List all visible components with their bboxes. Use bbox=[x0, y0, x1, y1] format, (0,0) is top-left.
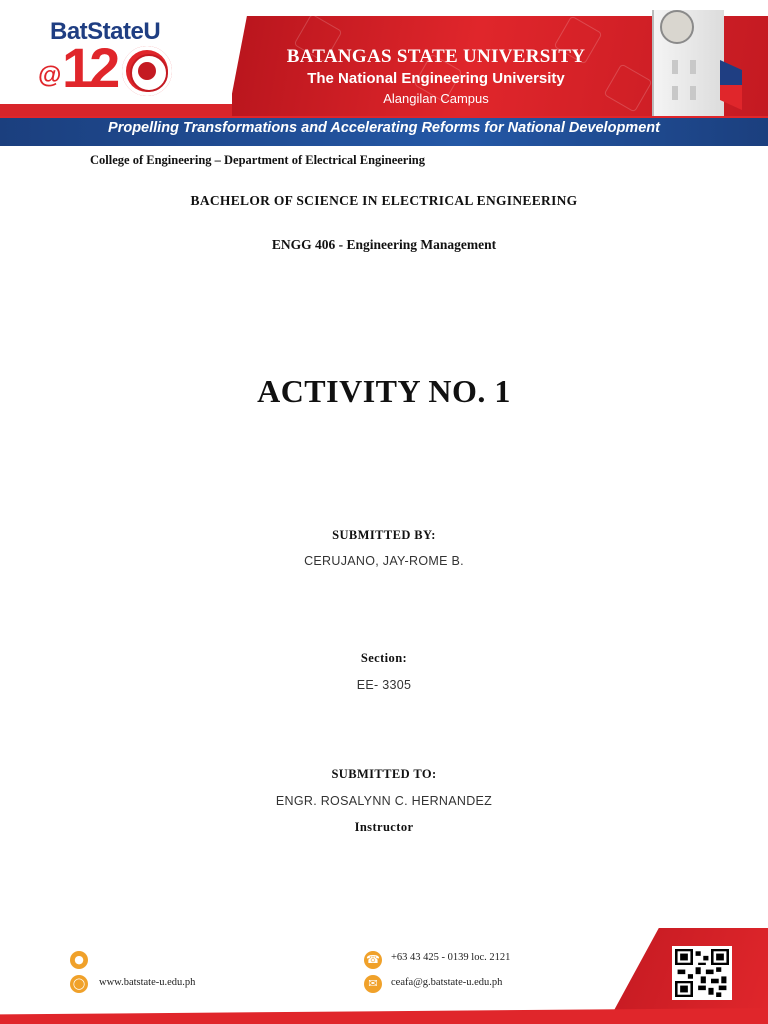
program-title: BACHELOR OF SCIENCE IN ELECTRICAL ENGINEERING bbox=[190, 193, 578, 208]
activity-title: ACTIVITY NO. 1 bbox=[257, 373, 511, 409]
phone-icon: ☎ bbox=[364, 951, 382, 969]
seal-center bbox=[138, 62, 156, 80]
university-name: BATANGAS STATE UNIVERSITY bbox=[286, 46, 586, 67]
submitted-by-label: SUBMITTED BY: bbox=[332, 528, 436, 542]
section-label: Section: bbox=[360, 651, 408, 665]
location-icon: ● bbox=[70, 951, 88, 969]
section-value: EE- 3305 bbox=[356, 678, 412, 692]
footer-email[interactable]: ceafa@g.batstate-u.edu.ph bbox=[391, 977, 503, 988]
building-window bbox=[690, 86, 696, 100]
submitted-by-value: CERUJANO, JAY-ROME B. bbox=[304, 554, 464, 568]
submitted-to-value: ENGR. ROSALYNN C. HERNANDEZ bbox=[275, 794, 493, 808]
banner-slogan: Propelling Transformations and Accelerating Reforms for National Development bbox=[108, 120, 660, 136]
globe-icon: ◯ bbox=[70, 975, 88, 993]
building-window bbox=[672, 86, 678, 100]
college-department: College of Engineering – Department of Electrical Engineering bbox=[90, 153, 426, 167]
logo-number: 12 bbox=[62, 36, 117, 99]
course-title: ENGG 406 - Engineering Management bbox=[271, 237, 497, 252]
footer-website[interactable]: www.batstate-u.edu.ph bbox=[99, 977, 196, 988]
qr-code bbox=[672, 946, 732, 1000]
qr-code-graphic bbox=[675, 949, 729, 997]
logo-at-sign: @ bbox=[38, 62, 62, 89]
campus-name: Alangilan Campus bbox=[383, 91, 489, 106]
building-window bbox=[690, 60, 696, 74]
building-window bbox=[672, 60, 678, 74]
university-tagline: The National Engineering University bbox=[307, 70, 565, 87]
instructor-role: Instructor bbox=[354, 820, 414, 834]
logo-brand-text: BatStateU bbox=[50, 18, 161, 45]
header-red-strip bbox=[0, 104, 232, 116]
email-icon: ✉ bbox=[364, 975, 382, 993]
clock-icon bbox=[660, 10, 694, 44]
submitted-to-label: SUBMITTED TO: bbox=[331, 767, 437, 781]
document-header bbox=[0, 0, 768, 146]
footer-phone: +63 43 425 - 0139 loc. 2121 bbox=[391, 952, 511, 963]
